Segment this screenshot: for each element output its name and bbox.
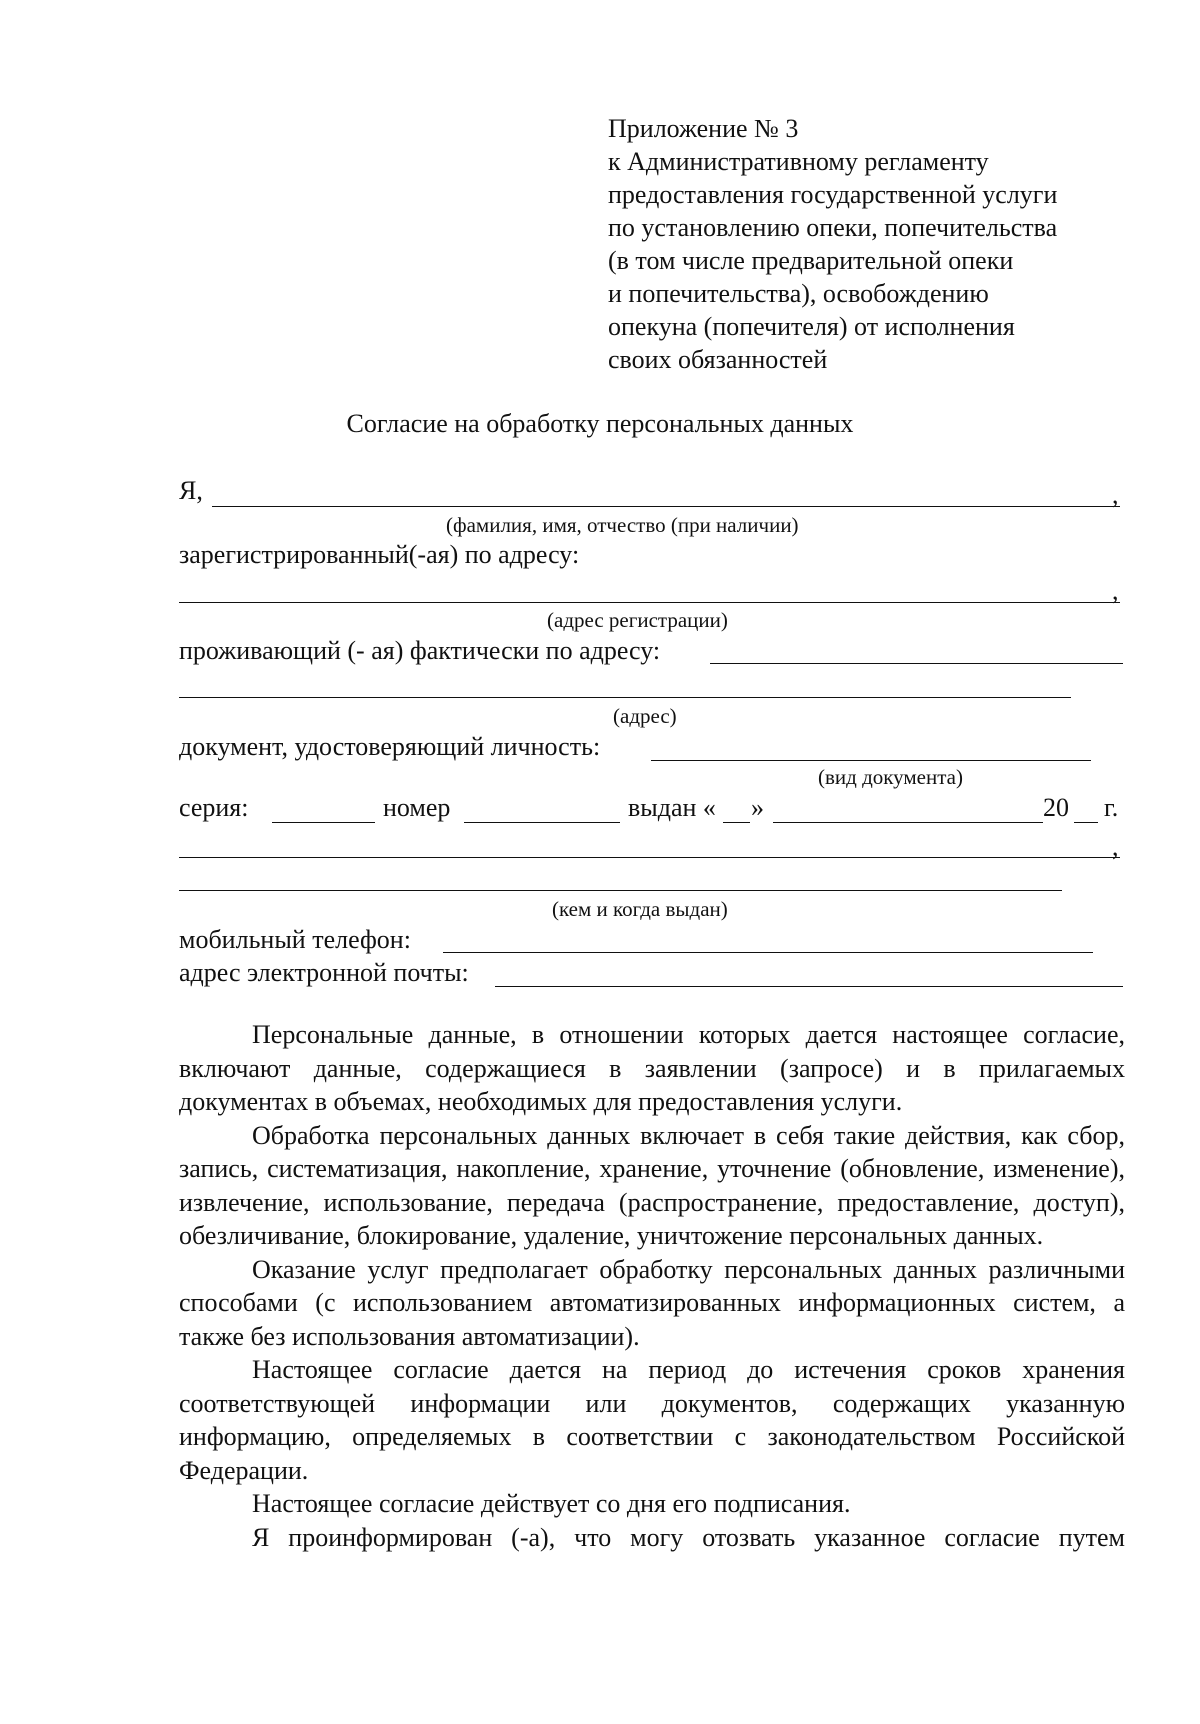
phone-label: мобильный телефон: [179, 925, 411, 954]
issued-close-quote: » [751, 793, 764, 822]
ya-label: Я, [179, 476, 203, 505]
appendix-line: к Административному регламенту [608, 147, 989, 176]
number-label: номер [383, 793, 451, 822]
appendix-line: опекуна (попечителя) от исполнения [608, 312, 1015, 341]
issued-by-field-line-1[interactable] [179, 857, 1120, 858]
living-address-field-line-2[interactable] [179, 697, 1071, 698]
living-label: проживающий (- ая) фактически по адресу: [179, 636, 661, 665]
issued-by-field-line-2[interactable] [179, 890, 1062, 891]
document-label: документ, удостоверяющий личность: [179, 732, 601, 761]
consent-body [179, 1018, 1125, 1554]
appendix-line: и попечительства), освобождению [608, 279, 989, 308]
appendix-line: предоставления государственной услуги [608, 180, 1058, 209]
comma: , [1112, 480, 1119, 509]
issued-month-field-line[interactable] [773, 822, 1043, 823]
year-prefix: 20 [1043, 793, 1069, 822]
appendix-header [608, 112, 1057, 376]
paragraph: Оказание услуг предполагает обработку персональных данных различными способами (с использованием автоматизированных информационных систем, а также без использования автоматизации). [179, 1254, 1125, 1351]
series-label: серия: [179, 793, 249, 822]
comma: , [1112, 576, 1119, 605]
paragraph: Настоящее согласие действует со дня его подписания. [252, 1489, 851, 1518]
issued-by-caption: (кем и когда выдан) [552, 897, 728, 921]
issued-day-field-line[interactable] [723, 822, 750, 823]
reg-address-field-line[interactable] [179, 602, 1120, 603]
comma: , [1112, 832, 1119, 861]
email-label: адрес электронной почты: [179, 958, 469, 987]
year-suffix: г. [1104, 793, 1119, 822]
fio-caption: (фамилия, имя, отчество (при наличии) [446, 513, 799, 537]
appendix-line: Приложение № 3 [608, 114, 799, 143]
document-type-caption: (вид документа) [818, 765, 963, 789]
registered-label: зарегистрированный(-ая) по адресу: [179, 540, 580, 569]
appendix-line: по установлению опеки, попечительства [608, 213, 1058, 242]
appendix-line: (в том числе предварительной опеки [608, 246, 1014, 275]
phone-field-line[interactable] [443, 952, 1093, 953]
series-field-line[interactable] [272, 822, 375, 823]
reg-address-caption: (адрес регистрации) [547, 608, 728, 632]
paragraph: Настоящее согласие дается на период до истечения сроков хранения соответствующей информации или документов, содержащих указанную информацию, определяемых в соответствии с законодательством Российской Федерации. [179, 1355, 1125, 1485]
issued-year-field-line[interactable] [1074, 822, 1098, 823]
living-address-field-line-1[interactable] [710, 663, 1123, 664]
paragraph: Я проинформирован (-а), что могу отозвать указанное согласие путем [252, 1522, 1125, 1552]
document-title: Согласие на обработку персональных данных [346, 409, 854, 438]
number-field-line[interactable] [464, 822, 620, 823]
email-field-line[interactable] [495, 986, 1123, 987]
document-type-field-line[interactable] [651, 760, 1091, 761]
issued-label: выдан « [628, 793, 716, 822]
fio-field-line[interactable] [212, 506, 1120, 507]
paragraph: Обработка персональных данных включает в себя такие действия, как сбор, запись, систематизация, накопление, хранение, уточнение (обновление, изменение), извлечение, использование, передача (распространение, предоставление, доступ), обезличивание, блокирование, удаление, уничтожение персональных данных. [179, 1120, 1125, 1250]
address-caption: (адрес) [613, 704, 677, 728]
paragraph: Персональные данные, в отношении которых дается настоящее согласие, включают данные, содержащиеся в заявлении (запросе) и в прилагаемых документах в объемах, необходимых для предоставления услуги. [179, 1020, 1125, 1116]
appendix-line: своих обязанностей [608, 345, 828, 374]
